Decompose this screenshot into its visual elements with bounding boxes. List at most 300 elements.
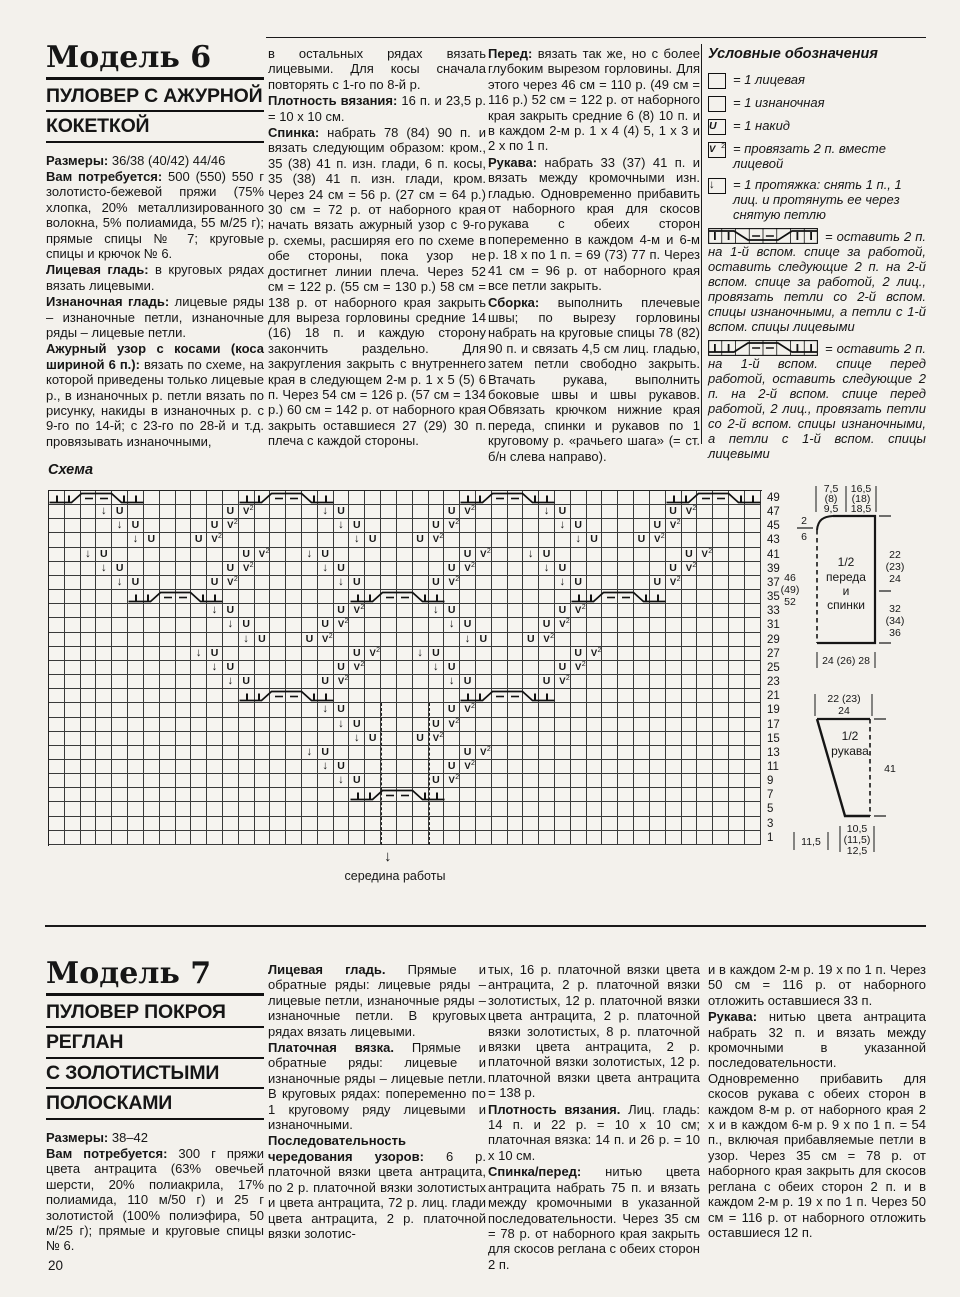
chart-cell: [650, 618, 666, 632]
chart-cell: U: [413, 533, 429, 547]
paragraph: Изнаночная гладь: лицевые ряды – изнаночные петли, изнаночные ряды – лицевые петли.: [46, 294, 264, 340]
chart-cell: [255, 802, 271, 816]
chart-cell: [349, 548, 365, 562]
chart-cell: [508, 533, 524, 547]
chart-cell: [697, 774, 713, 788]
chart-cell: [223, 732, 239, 746]
chart-cell: [523, 817, 539, 831]
chart-row-number: 3: [767, 817, 774, 830]
chart-row: [49, 661, 762, 675]
chart-cell: U: [207, 519, 223, 533]
chart-cell: [365, 774, 381, 788]
chart-cell: [96, 519, 112, 533]
chart-cell: [713, 647, 729, 661]
chart-cell: [223, 831, 239, 845]
model6-title: Модель 6: [46, 42, 264, 80]
chart-cell: [207, 505, 223, 519]
chart-cell: [508, 675, 524, 689]
chart-cell: [713, 519, 729, 533]
svg-text:32: 32: [889, 603, 901, 615]
chart-cell: [49, 703, 65, 717]
chart-row: [49, 548, 762, 562]
chart-cell: [413, 689, 429, 703]
chart-cell: [397, 491, 413, 505]
chart-cell: [112, 802, 128, 816]
chart-cell: [381, 661, 397, 675]
chart-row-number: 9: [767, 775, 774, 788]
chart-cell: [144, 703, 160, 717]
chart-cell: [255, 718, 271, 732]
chart-cell: [650, 774, 666, 788]
chart-cell: [460, 590, 476, 604]
chart-cell: [618, 519, 634, 533]
chart-cell: [255, 519, 271, 533]
chart-cell: [381, 774, 397, 788]
paragraph: Плотность вязания. Лиц. гладь: 14 п. и 22 р. = 10 х 10 см; платочная вязка: 14 п. и 26 р. = 10 х 10 см.: [488, 1101, 700, 1163]
cable-crossing-symbol: [49, 491, 144, 505]
chart-cell: [49, 746, 65, 760]
chart-cell: [255, 576, 271, 590]
chart-cell: [207, 675, 223, 689]
chart-cell: [713, 675, 729, 689]
chart-cell: [413, 618, 429, 632]
chart-cell: [65, 788, 81, 802]
cable-crossing-symbol: [239, 689, 334, 703]
chart-cell: [160, 505, 176, 519]
chart-cell: [571, 562, 587, 576]
chart-cell: [539, 831, 555, 845]
chart-cell: ↓: [207, 661, 223, 675]
chart-cell: [571, 703, 587, 717]
chart-cell: U: [555, 505, 571, 519]
chart-cell: U: [429, 647, 445, 661]
chart-cell: [191, 519, 207, 533]
chart-cell: [444, 491, 460, 505]
chart-cell: [176, 533, 192, 547]
svg-text:2: 2: [801, 515, 807, 527]
chart-cell: U: [444, 703, 460, 717]
subtitle-line: ПУЛОВЕР С АЖУРНОЙ: [46, 82, 264, 113]
chart-cell: U: [223, 604, 239, 618]
chart-cell: U: [444, 562, 460, 576]
chart-cell: [413, 505, 429, 519]
chart-cell: [587, 661, 603, 675]
chart-cell: ↓: [318, 760, 334, 774]
chart-cell: [602, 647, 618, 661]
chart-cell: [144, 732, 160, 746]
chart-cell: [745, 817, 761, 831]
chart-cell: [65, 604, 81, 618]
chart-cell: [492, 788, 508, 802]
chart-cell: [302, 703, 318, 717]
chart-row-number: 47: [767, 506, 780, 519]
paragraph: Размеры: 38–42: [46, 1129, 149, 1145]
chart-cell: [49, 760, 65, 774]
chart-cell: [65, 661, 81, 675]
chart-cell: [476, 817, 492, 831]
chart-cell: [492, 760, 508, 774]
chart-cell: [239, 760, 255, 774]
chart-cell: [397, 718, 413, 732]
chart-cell: [682, 703, 698, 717]
chart-cell: [239, 802, 255, 816]
chart-cell: [381, 562, 397, 576]
chart-cell: [697, 746, 713, 760]
chart-cell: [697, 633, 713, 647]
chart-cell: [745, 760, 761, 774]
chart-cell: U: [191, 533, 207, 547]
chart-cell: [666, 831, 682, 845]
chart-cell: [429, 491, 445, 505]
chart-cell: [634, 576, 650, 590]
knit-symbol-icon: [708, 73, 726, 89]
chart-cell: [682, 774, 698, 788]
chart-cell: V 2: [555, 618, 571, 632]
chart-cell: [207, 703, 223, 717]
chart-cell: [682, 760, 698, 774]
paragraph: Рукава: набрать 33 (37) 41 п. и вязать между кромочными изн. гладью. Одновременно прибавить от наборного края для скосов рукава с обеих сторон попеременно в каждом 4-м и 6-м р. 18 х по 1 п. = 69 (73) 77 п. Через 41 см = 96 р. от наборного края все петли закрыть.: [488, 154, 700, 294]
svg-text:10,5: 10,5: [846, 823, 868, 835]
chart-cell: V 2: [334, 675, 350, 689]
chart-cell: [634, 633, 650, 647]
chart-cell: U: [523, 633, 539, 647]
chart-cell: [508, 562, 524, 576]
chart-cell: [81, 817, 97, 831]
chart-cell: [191, 718, 207, 732]
chart-cell: [650, 760, 666, 774]
chart-cell: [729, 604, 745, 618]
chart-cell: [444, 647, 460, 661]
chart-cell: V 2: [460, 703, 476, 717]
chart-row: [49, 746, 762, 760]
chart-cell: [666, 533, 682, 547]
legend-item-k2tog: [708, 141, 926, 171]
chart-cell: [492, 647, 508, 661]
chart-cell: [112, 831, 128, 845]
chart-cell: [223, 774, 239, 788]
chart-cell: [49, 817, 65, 831]
chart-row-number: 1: [767, 831, 774, 844]
chart-cell: [602, 817, 618, 831]
neckline-curve: [817, 516, 833, 530]
chart-cell: [49, 661, 65, 675]
chart-cell: ↓: [444, 675, 460, 689]
chart-cell: ↓: [539, 562, 555, 576]
chart-cell: [397, 831, 413, 845]
chart-cell: [160, 604, 176, 618]
chart-cell: [381, 491, 397, 505]
chart-cell: [176, 491, 192, 505]
chart-cell: [349, 703, 365, 717]
chart-cell: [492, 618, 508, 632]
chart-cell: [144, 746, 160, 760]
chart-cell: [160, 746, 176, 760]
model7-col4-text: [708, 962, 926, 1240]
chart-cell: ↓: [334, 576, 350, 590]
chart-cell: [713, 746, 729, 760]
chart-cell: U: [444, 760, 460, 774]
chart-cell: V 2: [349, 604, 365, 618]
chart-cell: [397, 746, 413, 760]
chart-cell: [397, 604, 413, 618]
chart-cell: [539, 576, 555, 590]
chart-cell: [555, 746, 571, 760]
chart-cell: [729, 633, 745, 647]
svg-text:41: 41: [884, 763, 896, 775]
chart-cell: [65, 505, 81, 519]
chart-cell: [160, 774, 176, 788]
chart-cell: [128, 746, 144, 760]
chart-cell: [650, 831, 666, 845]
chart-cell: [286, 802, 302, 816]
chart-cell: [460, 817, 476, 831]
chart-cell: [96, 718, 112, 732]
chart-cell: [666, 675, 682, 689]
chart-cell: [634, 817, 650, 831]
model7-col2-text: [268, 962, 486, 1241]
chart-cell: [270, 633, 286, 647]
chart-cell: [476, 505, 492, 519]
chart-cell: [745, 718, 761, 732]
chart-cell: [571, 774, 587, 788]
chart-cell: [571, 788, 587, 802]
chart-cell: [96, 817, 112, 831]
chart-cell: [128, 675, 144, 689]
chart-cell: V 2: [207, 533, 223, 547]
chart-cell: [460, 732, 476, 746]
model7-column-3: [488, 962, 700, 1273]
chart-cell: [128, 817, 144, 831]
chart-cell: [270, 802, 286, 816]
cable-crossing-symbol: [350, 590, 445, 604]
chart-cell: U: [128, 576, 144, 590]
chart-cell: [539, 533, 555, 547]
chart-cell: U: [460, 618, 476, 632]
model6-col1-text: [46, 153, 264, 450]
chart-cell: [302, 831, 318, 845]
legend-item-cableB: [708, 340, 926, 461]
chart-cell: [349, 689, 365, 703]
chart-cell: V 2: [476, 548, 492, 562]
chart-cell: [413, 774, 429, 788]
chart-cell: U: [223, 505, 239, 519]
chart-cell: U: [144, 533, 160, 547]
chart-cell: [255, 675, 271, 689]
chart-cell: [223, 647, 239, 661]
chart-cell: [112, 689, 128, 703]
chart-cell: [729, 548, 745, 562]
chart-cell: [65, 562, 81, 576]
cable-crossing-symbol: [239, 491, 334, 505]
svg-text:9,5: 9,5: [823, 503, 839, 515]
chart-cell: [555, 633, 571, 647]
chart-cell: [713, 590, 729, 604]
chart-cell: [429, 802, 445, 816]
chart-cell: ↓: [112, 519, 128, 533]
chart-cell: [523, 505, 539, 519]
legend-items: [708, 72, 926, 461]
chart-cell: [444, 633, 460, 647]
chart-cell: [602, 831, 618, 845]
chart-cell: [49, 831, 65, 845]
chart-cell: [65, 817, 81, 831]
chart-cell: [81, 732, 97, 746]
chart-cell: [745, 548, 761, 562]
chart-cell: [365, 802, 381, 816]
chart-cell: [587, 604, 603, 618]
chart-cell: U: [634, 533, 650, 547]
chart-cell: [302, 788, 318, 802]
chart-cell: [555, 732, 571, 746]
chart-cell: [318, 661, 334, 675]
chart-row-number: 37: [767, 576, 780, 589]
chart-dashed-guide: [381, 703, 382, 845]
chart-cell: [207, 562, 223, 576]
chart-cell: U: [555, 604, 571, 618]
chart-row: [49, 647, 762, 661]
chart-cell: ↓: [112, 576, 128, 590]
knitting-chart: [48, 490, 762, 846]
chart-cell: [729, 760, 745, 774]
chart-cell: [255, 817, 271, 831]
chart-cell: [397, 703, 413, 717]
chart-cell: [239, 647, 255, 661]
chart-cell: [729, 802, 745, 816]
chart-row: [49, 604, 762, 618]
legend-label: = 1 накид: [733, 118, 790, 133]
chart-cell: [539, 661, 555, 675]
chart-cell: [397, 633, 413, 647]
chart-cell: [128, 703, 144, 717]
top-hairline: [266, 37, 926, 38]
chart-cell: [349, 746, 365, 760]
chart-cell: [365, 548, 381, 562]
chart-cell: [334, 633, 350, 647]
chart-cell: [682, 746, 698, 760]
chart-cell: [160, 519, 176, 533]
chart-cell: U: [539, 618, 555, 632]
chart-cell: [81, 661, 97, 675]
chart-cell: [81, 788, 97, 802]
chart-cell: [697, 732, 713, 746]
chart-cell: [96, 746, 112, 760]
chart-cell: [666, 788, 682, 802]
chart-cell: [618, 661, 634, 675]
chart-cell: [65, 548, 81, 562]
chart-cell: [697, 802, 713, 816]
chart-cell: [429, 618, 445, 632]
chart-cell: [476, 675, 492, 689]
chart-cell: [81, 689, 97, 703]
chart-cell: [49, 788, 65, 802]
chart-cell: [81, 576, 97, 590]
paragraph: и в каждом 2-м р. 19 х по 1 п. Через 50 см = 116 р. от наборного отложить оставшиеся 33 п.: [708, 962, 926, 1008]
chart-cell: [697, 590, 713, 604]
chart-cell: ↓: [128, 533, 144, 547]
chart-cell: [476, 576, 492, 590]
chart-cell: [729, 831, 745, 845]
legend-title: Условные обозначения: [708, 46, 878, 62]
chart-cell: [96, 618, 112, 632]
chart-cell: [650, 802, 666, 816]
chart-cell: [65, 633, 81, 647]
chart-cell: [381, 802, 397, 816]
chart-cell: [302, 774, 318, 788]
svg-text:36: 36: [889, 627, 901, 639]
chart-cell: U: [571, 647, 587, 661]
chart-cell: [176, 817, 192, 831]
chart-cell: [729, 774, 745, 788]
chart-cell: [286, 562, 302, 576]
chart-row: [49, 562, 762, 576]
chart-cell: [381, 576, 397, 590]
legend-label: = провязать 2 п. вместе лицевой: [733, 141, 886, 171]
chart-cell: [270, 788, 286, 802]
chart-cell: [413, 491, 429, 505]
chart-cell: [476, 562, 492, 576]
chart-cell: [682, 675, 698, 689]
chart-cell: [302, 760, 318, 774]
chart-cell: [745, 647, 761, 661]
chart-cell: [223, 633, 239, 647]
chart-cell: [618, 604, 634, 618]
paragraph: Рукава: нитью цвета антрацита набрать 32 п. и вязать между кромочными в указанной последовательности. Одновременно прибавить для скосов рукава с обеих сторон в каждом 8-м р. от наборного края 2 х и в каждом 6-м р. 9 х по 1 п. = 54 п., включая прибавляемые петли в узор. Через 35 см = 78 р. от наборного края закрыть для скосов реглана с обеих сторон 2 п. и в каждом 2-м р. 19 х по 1 п. Через 50 см = 116 р. от наборного отложить оставшиеся 12 п.: [708, 1009, 926, 1240]
chart-cell: [49, 590, 65, 604]
chart-cell: [682, 519, 698, 533]
chart-cell: [365, 604, 381, 618]
chart-cell: [602, 746, 618, 760]
chart-cell: [49, 675, 65, 689]
chart-cell: [460, 576, 476, 590]
chart-cell: ↓: [302, 548, 318, 562]
chart-cell: U: [96, 548, 112, 562]
chart-cell: [729, 576, 745, 590]
chart-cell: [176, 633, 192, 647]
chart-cell: [587, 718, 603, 732]
chart-cell: [349, 562, 365, 576]
chart-cell: [144, 802, 160, 816]
chart-cell: [634, 548, 650, 562]
chart-cell: ↓: [523, 548, 539, 562]
chart-cell: [176, 505, 192, 519]
chart-cell: U: [255, 633, 271, 647]
chart-cell: [207, 788, 223, 802]
subtitle-line: ПОЛОСКАМИ: [46, 1089, 264, 1120]
chart-cell: [413, 675, 429, 689]
chart-cell: [602, 604, 618, 618]
chart-cell: [191, 689, 207, 703]
chart-cell: [65, 576, 81, 590]
chart-cell: [650, 746, 666, 760]
chart-cell: [96, 633, 112, 647]
chart-cell: [239, 519, 255, 533]
chart-row: [49, 519, 762, 533]
chart-dashed-guide: [429, 703, 430, 845]
chart-cell: U: [349, 718, 365, 732]
chart-cell: [682, 788, 698, 802]
chart-cell: [413, 718, 429, 732]
chart-cell: [697, 519, 713, 533]
chart-cell: [318, 802, 334, 816]
chart-cell: [476, 590, 492, 604]
chart-cell: [381, 760, 397, 774]
chart-cell: [128, 718, 144, 732]
chart-cell: [144, 817, 160, 831]
chart-cell: [666, 604, 682, 618]
chart-cell: [191, 548, 207, 562]
chart-cell: [413, 746, 429, 760]
chart-cell: [176, 760, 192, 774]
